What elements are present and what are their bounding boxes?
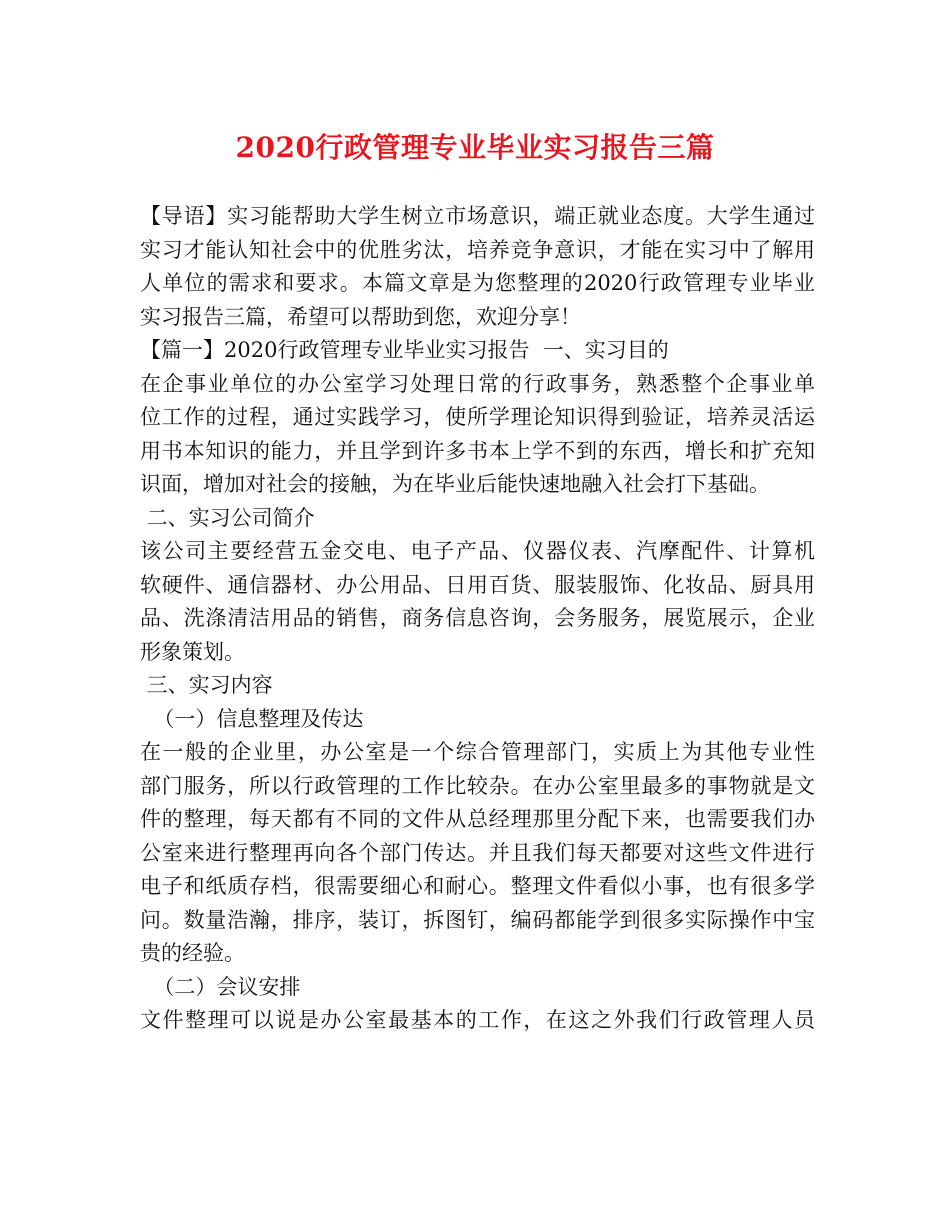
paragraph-line: 该公司主要经营五金交电、电子产品、仪器仪表、汽摩配件、计算机 xyxy=(140,539,815,563)
paragraph-line: （二）会议安排 xyxy=(140,974,301,999)
paragraph-line: 用书本知识的能力，并且学到许多书本上学不到的东西，增长和扩充知 xyxy=(140,438,815,463)
paragraph-line: 公室来进行整理再向各个部门传达。并且我们每天都要对这些文件进行 xyxy=(140,840,815,865)
paragraph-line: 形象策划。 xyxy=(140,639,245,664)
paragraph-line: 三、实习内容 xyxy=(140,673,273,697)
paragraph-line: 电子和纸质存档，很需要细心和耐心。整理文件看似小事，也有很多学 xyxy=(140,874,815,898)
paragraph-line: 二、实习公司简介 xyxy=(140,505,315,530)
paragraph-line: 问。数量浩瀚，排序，装订，拆图钉，编码都能学到很多实际操作中宝 xyxy=(140,907,815,932)
paragraph-line: 【导语】实习能帮助大学生树立市场意识，端正就业态度。大学生通过 xyxy=(140,204,815,228)
paragraph-line: 实习报告三篇，希望可以帮助到您，欢迎分享！ xyxy=(140,304,581,329)
paragraph-line: 文件整理可以说是办公室最基本的工作，在这之外我们行政管理人员 xyxy=(140,1008,815,1032)
paragraph-line: （一）信息整理及传达 xyxy=(140,706,364,731)
paragraph-line: 部门服务，所以行政管理的工作比较杂。在办公室里最多的事物就是文 xyxy=(140,773,815,798)
document-title: 2020行政管理专业毕业实习报告三篇 xyxy=(235,131,715,164)
paragraph-line: 贵的经验。 xyxy=(140,941,245,965)
paragraph-line: 实习才能认知社会中的优胜劣汰，培养竞争意识，才能在实习中了解用 xyxy=(140,237,815,262)
paragraph-line: 识面，增加对社会的接触，为在毕业后能快速地融入社会打下基础。 xyxy=(140,472,770,496)
paragraph-line: 【篇一】2020行政管理专业毕业实习报告 一、实习目的 xyxy=(140,338,669,362)
paragraph-line: 位工作的过程，通过实践学习，使所学理论知识得到验证，培养灵活运 xyxy=(140,405,815,429)
paragraph-line: 在一般的企业里，办公室是一个综合管理部门，实质上为其他专业性 xyxy=(140,740,815,764)
paragraph-line: 在企事业单位的办公室学习处理日常的行政事务，熟悉整个企事业单 xyxy=(140,371,815,396)
paragraph-line: 软硬件、通信器材、办公用品、日用百货、服装服饰、化妆品、厨具用 xyxy=(140,572,815,597)
document-body xyxy=(140,200,815,1038)
paragraph-line: 件的整理，每天都有不同的文件从总经理那里分配下来，也需要我们办 xyxy=(140,807,815,831)
paragraph-line: 品、洗涤清洁用品的销售，商务信息咨询，会务服务，展览展示，企业 xyxy=(140,606,815,630)
paragraph-line: 人单位的需求和要求。本篇文章是为您整理的2020行政管理专业毕业 xyxy=(140,271,815,295)
